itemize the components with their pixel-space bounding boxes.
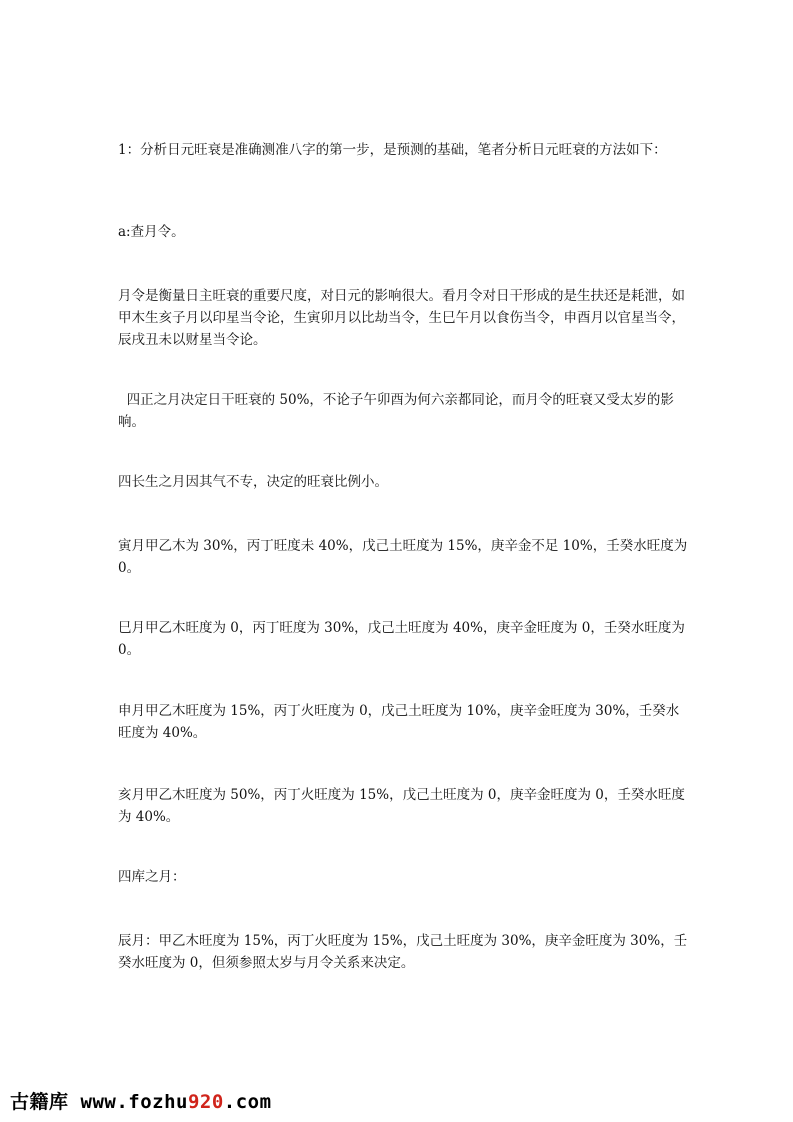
watermark-url-prefix: www.fozhu xyxy=(80,1091,188,1113)
watermark-url-suffix: .com xyxy=(223,1091,272,1113)
paragraph-hai-month: 亥月甲乙木旺度为 50%，丙丁火旺度为 15%，戊己土旺度为 0，庚辛金旺度为 0，壬癸水旺度为 40%。 xyxy=(118,787,685,825)
watermark-name: 古籍库 xyxy=(10,1091,69,1113)
paragraph-yueling: 月令是衡量日主旺衰的重要尺度，对日元的影响很大。看月令对日干形成的是生扶还是耗泄，如甲木生亥子月以印星当令论，生寅卯月以比劫当令，生巳午月以食伤当令，申酉月以官星当令，辰戌丑未以财星当令论。 xyxy=(118,288,685,348)
paragraph-sizheng: 四正之月决定日干旺衰的 50%，不论子午卯酉为何六亲都同论，而月令的旺衰又受太岁的影响。 xyxy=(118,392,674,430)
paragraph-siku-heading: 四库之月： xyxy=(118,869,186,885)
paragraph-chen-month: 辰月：甲乙木旺度为 15%，丙丁火旺度为 15%，戊己土旺度为 30%，庚辛金旺度为 30%，壬癸水旺度为 0，但须参照太岁与月令关系来决定。 xyxy=(118,933,688,971)
paragraph-changsheng: 四长生之月因其气不专，决定的旺衰比例小。 xyxy=(118,474,388,490)
paragraph-si-month: 巳月甲乙木旺度为 0，丙丁旺度为 30%，戊己土旺度为 40%，庚辛金旺度为 0，壬癸水旺度为 0。 xyxy=(118,620,690,658)
paragraph-heading-a: a:查月令。 xyxy=(118,224,185,240)
watermark-url-highlight: 920 xyxy=(187,1091,224,1113)
paragraph-intro: 1：分析日元旺衰是准确测准八字的第一步，是预测的基础，笔者分析日元旺衰的方法如下： xyxy=(118,142,667,158)
paragraph-shen-month: 申月甲乙木旺度为 15%，丙丁火旺度为 0，戊己土旺度为 10%，庚辛金旺度为 30%，壬癸水旺度为 40%。 xyxy=(118,703,680,741)
paragraph-yin-month: 寅月甲乙木为 30%，丙丁旺度未 40%，戊己土旺度为 15%，庚辛金不足 10%，壬癸水旺度为 0。 xyxy=(118,538,692,576)
watermark xyxy=(10,1087,272,1117)
